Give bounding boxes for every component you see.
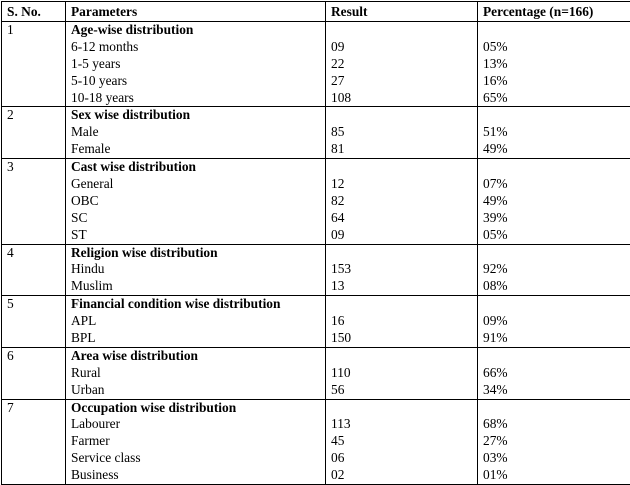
- header-percentage: Percentage (n=166): [478, 2, 630, 22]
- parameter-label: SC: [71, 210, 325, 227]
- percentage-cell: [478, 107, 630, 159]
- spacer: [483, 348, 630, 365]
- result-value: 85: [331, 124, 477, 141]
- percentage-value: 51%: [483, 124, 630, 141]
- parameter-label: Muslim: [71, 278, 325, 295]
- spacer: [331, 348, 477, 365]
- sno-cell: [2, 22, 66, 107]
- sno-value: 2: [7, 107, 65, 124]
- category-title: Religion wise distribution: [71, 245, 325, 262]
- sno-value: 3: [7, 159, 65, 176]
- percentage-value: 16%: [483, 73, 630, 90]
- table-row: [2, 159, 630, 244]
- percentage-value: 68%: [483, 416, 630, 433]
- result-value: 108: [331, 90, 477, 107]
- category-title: Age-wise distribution: [71, 22, 325, 39]
- parameter-label: APL: [71, 313, 325, 330]
- group-religion: [2, 244, 630, 296]
- header-parameters: Parameters: [66, 2, 326, 22]
- parameter-label: 6-12 months: [71, 39, 325, 56]
- category-title: Cast wise distribution: [71, 159, 325, 176]
- percentage-value: 66%: [483, 365, 630, 382]
- parameter-label: Rural: [71, 365, 325, 382]
- result-value: 81: [331, 141, 477, 158]
- sno-cell: [2, 107, 66, 159]
- result-cell: [326, 22, 478, 107]
- header-result: Result: [326, 2, 478, 22]
- result-value: 27: [331, 73, 477, 90]
- percentage-value: 91%: [483, 330, 630, 347]
- result-value: 113: [331, 416, 477, 433]
- parameter-label: 10-18 years: [71, 90, 325, 107]
- spacer: [331, 159, 477, 176]
- result-cell: [326, 244, 478, 296]
- result-value: 82: [331, 193, 477, 210]
- percentage-cell: [478, 296, 630, 348]
- spacer: [331, 107, 477, 124]
- sno-value: 4: [7, 245, 65, 262]
- spacer: [483, 296, 630, 313]
- percentage-value: 34%: [483, 382, 630, 399]
- table-header: [2, 2, 630, 22]
- result-value: 12: [331, 176, 477, 193]
- result-value: 56: [331, 382, 477, 399]
- result-value: 09: [331, 227, 477, 244]
- result-cell: [326, 399, 478, 484]
- result-cell: [326, 159, 478, 244]
- spacer: [483, 159, 630, 176]
- result-value: 16: [331, 313, 477, 330]
- spacer: [331, 296, 477, 313]
- parameters-cell: [66, 107, 326, 159]
- result-value: 110: [331, 365, 477, 382]
- category-title: Area wise distribution: [71, 348, 325, 365]
- table-row: [2, 399, 630, 484]
- table-row: [2, 347, 630, 399]
- spacer: [483, 107, 630, 124]
- parameters-cell: [66, 399, 326, 484]
- group-occupation: [2, 399, 630, 484]
- percentage-value: 09%: [483, 313, 630, 330]
- sno-cell: [2, 347, 66, 399]
- result-cell: [326, 296, 478, 348]
- spacer: [331, 22, 477, 39]
- parameter-label: Urban: [71, 382, 325, 399]
- sno-value: 5: [7, 296, 65, 313]
- result-value: 22: [331, 56, 477, 73]
- percentage-value: 39%: [483, 210, 630, 227]
- result-value: 150: [331, 330, 477, 347]
- percentage-value: 49%: [483, 141, 630, 158]
- percentage-value: 13%: [483, 56, 630, 73]
- percentage-cell: [478, 399, 630, 484]
- parameter-label: Labourer: [71, 416, 325, 433]
- sno-value: 1: [7, 22, 65, 39]
- result-value: 153: [331, 261, 477, 278]
- percentage-value: 65%: [483, 90, 630, 107]
- group-sex: [2, 107, 630, 159]
- parameter-label: Female: [71, 141, 325, 158]
- spacer: [483, 22, 630, 39]
- spacer: [331, 245, 477, 262]
- group-age: [2, 22, 630, 107]
- result-value: 09: [331, 39, 477, 56]
- parameters-cell: [66, 296, 326, 348]
- parameters-cell: [66, 159, 326, 244]
- table-row: [2, 107, 630, 159]
- table-row: [2, 22, 630, 107]
- parameter-label: Business: [71, 467, 325, 484]
- table-row: [2, 296, 630, 348]
- spacer: [483, 400, 630, 417]
- parameter-label: Service class: [71, 450, 325, 467]
- percentage-value: 08%: [483, 278, 630, 295]
- parameter-label: 1-5 years: [71, 56, 325, 73]
- distribution-table: [1, 1, 630, 485]
- parameters-cell: [66, 347, 326, 399]
- group-cast: [2, 159, 630, 244]
- result-value: 45: [331, 433, 477, 450]
- percentage-value: 05%: [483, 39, 630, 56]
- parameters-cell: [66, 22, 326, 107]
- parameter-label: BPL: [71, 330, 325, 347]
- percentage-value: 07%: [483, 176, 630, 193]
- percentage-cell: [478, 347, 630, 399]
- result-cell: [326, 107, 478, 159]
- percentage-cell: [478, 244, 630, 296]
- spacer: [331, 400, 477, 417]
- sno-cell: [2, 296, 66, 348]
- sno-value: 6: [7, 348, 65, 365]
- parameter-label: ST: [71, 227, 325, 244]
- result-cell: [326, 347, 478, 399]
- group-area: [2, 347, 630, 399]
- category-title: Occupation wise distribution: [71, 400, 325, 417]
- result-value: 13: [331, 278, 477, 295]
- table-row: [2, 244, 630, 296]
- sno-cell: [2, 399, 66, 484]
- percentage-value: 03%: [483, 450, 630, 467]
- sno-value: 7: [7, 400, 65, 417]
- header-sno: S. No.: [2, 2, 66, 22]
- category-title: Financial condition wise distribution: [71, 296, 325, 313]
- spacer: [483, 245, 630, 262]
- sno-cell: [2, 159, 66, 244]
- parameter-label: Hindu: [71, 261, 325, 278]
- percentage-value: 05%: [483, 227, 630, 244]
- group-financial: [2, 296, 630, 348]
- percentage-cell: [478, 22, 630, 107]
- parameter-label: General: [71, 176, 325, 193]
- percentage-value: 49%: [483, 193, 630, 210]
- result-value: 02: [331, 467, 477, 484]
- percentage-value: 01%: [483, 467, 630, 484]
- parameters-cell: [66, 244, 326, 296]
- header-row: [2, 2, 630, 22]
- percentage-value: 92%: [483, 261, 630, 278]
- parameter-label: Farmer: [71, 433, 325, 450]
- parameter-label: 5-10 years: [71, 73, 325, 90]
- category-title: Sex wise distribution: [71, 107, 325, 124]
- result-value: 06: [331, 450, 477, 467]
- parameter-label: Male: [71, 124, 325, 141]
- result-value: 64: [331, 210, 477, 227]
- percentage-value: 27%: [483, 433, 630, 450]
- sno-cell: [2, 244, 66, 296]
- parameter-label: OBC: [71, 193, 325, 210]
- percentage-cell: [478, 159, 630, 244]
